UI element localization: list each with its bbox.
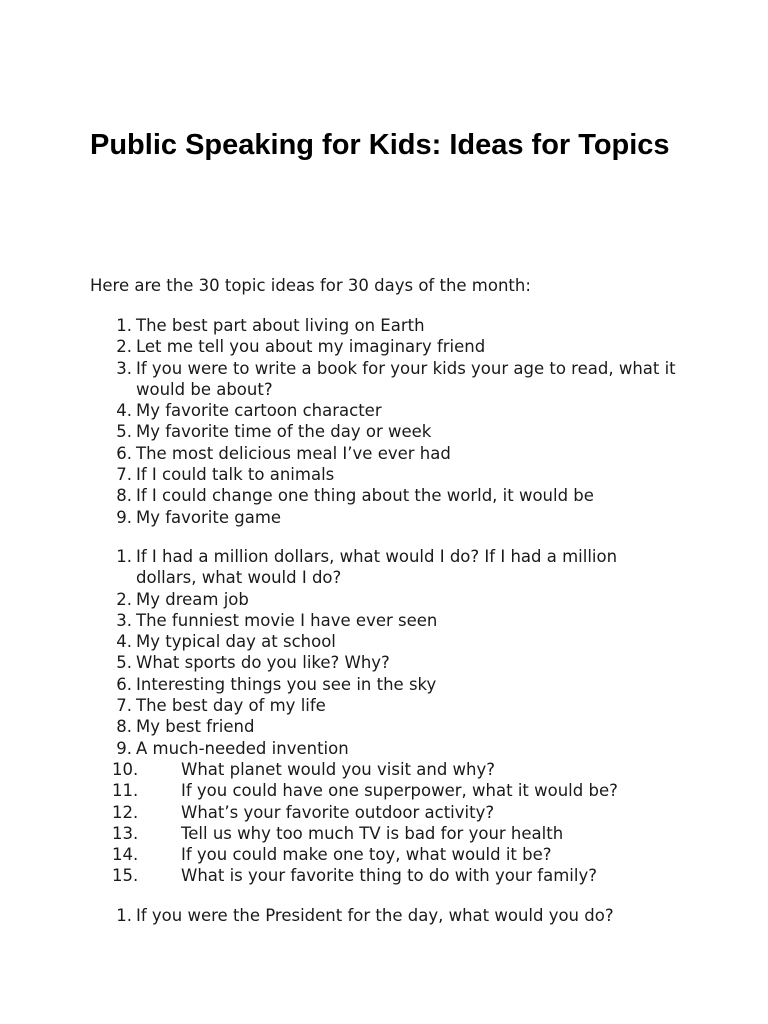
list-item-text: If you could have one superpower, what it would be? — [181, 781, 618, 801]
list-item-text: The most delicious meal I’ve ever had — [136, 443, 451, 463]
list-item — [0, 421, 676, 442]
list-item-text: If you were to write a book for your kids your age to read, what it would be about? — [136, 358, 676, 399]
list-item-number: 8. — [116, 486, 132, 506]
list-item-text: My typical day at school — [136, 632, 336, 652]
list-item-text: The best part about living on Earth — [136, 316, 425, 335]
list-item-text: What sports do you like? Why? — [136, 653, 390, 673]
list-item-number: 1. — [116, 316, 132, 335]
list-item-text: What’s your favorite outdoor activity? — [181, 802, 495, 822]
list-item-text: Tell us why too much TV is bad for your health — [181, 823, 564, 843]
list-item — [0, 507, 676, 528]
list-item-number: 5. — [116, 422, 132, 442]
list-item — [0, 400, 676, 421]
list-item-number: 9. — [116, 738, 132, 758]
list-item-number: 2. — [116, 337, 132, 357]
list-item — [0, 738, 676, 759]
list-item-text: The best day of my life — [136, 696, 326, 716]
list-item — [0, 485, 676, 506]
list-item — [0, 358, 676, 401]
list-item-number: 2. — [116, 589, 132, 609]
topic-list-2 — [0, 546, 681, 887]
list-item — [0, 610, 676, 631]
list-item-text: If you were the President for the day, what would you do? — [136, 906, 614, 925]
list-item-text: A much-needed invention — [136, 738, 349, 758]
list-item-number: 6. — [116, 674, 132, 694]
list-item — [0, 844, 681, 865]
list-item — [0, 716, 676, 737]
list-item-text: The funniest movie I have ever seen — [136, 610, 438, 630]
list-item-number: 3. — [116, 358, 132, 378]
list-item-number: 14. — [112, 845, 139, 865]
list-item-number: 12. — [112, 802, 139, 822]
list-item-number: 13. — [112, 823, 139, 843]
list-item — [0, 631, 676, 652]
list-item-number: 15. — [112, 866, 139, 886]
list-item — [0, 464, 676, 485]
list-item-text: What planet would you visit and why? — [181, 759, 496, 779]
list-item — [0, 336, 676, 357]
topic-list-1 — [0, 315, 676, 528]
list-item — [0, 652, 676, 673]
list-item-number: 11. — [112, 781, 139, 801]
list-item-text: If you could make one toy, what would it be? — [181, 845, 552, 865]
list-item — [0, 674, 676, 695]
list-item-number: 7. — [116, 465, 132, 485]
list-item-text: My favorite time of the day or week — [136, 422, 432, 442]
list-item-number: 8. — [116, 717, 132, 737]
list-item-text: Let me tell you about my imaginary friend — [136, 337, 486, 357]
list-item-number: 3. — [116, 610, 132, 630]
list-item — [0, 802, 681, 823]
list-item — [0, 443, 676, 464]
list-item-text: My dream job — [136, 589, 249, 609]
list-item-number: 7. — [116, 696, 132, 716]
list-item — [0, 865, 681, 886]
topic-list-3 — [0, 905, 676, 926]
list-item-text: Interesting things you see in the sky — [136, 674, 437, 694]
list-item — [0, 315, 676, 336]
list-item-number: 4. — [116, 401, 132, 421]
list-item — [0, 695, 676, 716]
list-item — [0, 759, 681, 780]
list-item-number: 1. — [116, 906, 132, 925]
list-item-text: If I could talk to animals — [136, 465, 335, 485]
list-item-text: My favorite game — [136, 507, 282, 527]
list-item-number: 6. — [116, 443, 132, 463]
list-item-number: 5. — [116, 653, 132, 673]
list-item-text: If I could change one thing about the world, it would be — [136, 486, 594, 506]
list-item-number: 4. — [116, 632, 132, 652]
intro-paragraph: Here are the 30 topic ideas for 30 days of the month: — [90, 276, 531, 295]
page-title: Public Speaking for Kids: Ideas for Topics — [90, 129, 670, 161]
list-item-number: 1. — [116, 547, 132, 566]
list-item — [0, 546, 676, 589]
list-item — [0, 905, 676, 926]
list-item-text: If I had a million dollars, what would I do? If I had a million dollars, what would I do? — [136, 547, 618, 588]
list-item — [0, 589, 676, 610]
list-item-number: 10. — [112, 759, 139, 779]
list-item — [0, 780, 681, 801]
list-item-number: 9. — [116, 507, 132, 527]
list-item-text: My favorite cartoon character — [136, 401, 382, 421]
list-item-text: What is your favorite thing to do with your family? — [181, 866, 597, 886]
list-item — [0, 823, 681, 844]
list-item-text: My best friend — [136, 717, 255, 737]
